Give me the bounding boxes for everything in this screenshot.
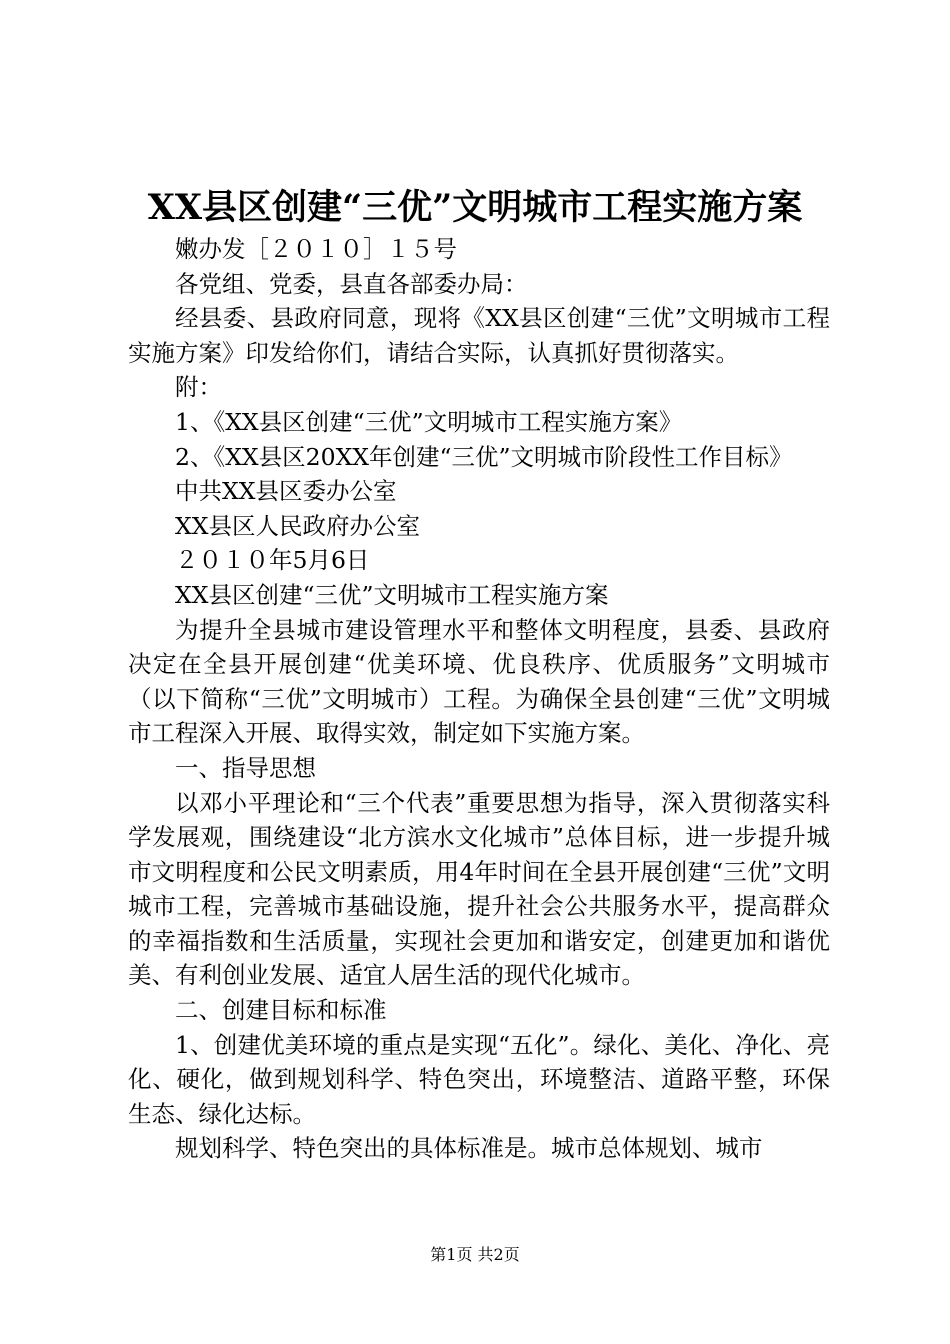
- body-paragraph: 经县委、县政府同意，现将《XX县区创建“三优”文明城市工程实施方案》印发给你们，请结合实际，认真抓好贯彻落实。: [128, 304, 830, 367]
- attachment-item: 2、《XX县区20XX年创建“三优”文明城市阶段性工作目标》: [175, 442, 793, 471]
- section-title: XX县区创建“三优”文明城市工程实施方案: [175, 580, 609, 609]
- section-heading: 二、创建目标和标准: [175, 996, 387, 1025]
- issuer-line: XX县区人民政府办公室: [175, 511, 420, 540]
- body-paragraph: 为提升全县城市建设管理水平和整体文明程度，县委、县政府决定在全县开展创建“优美环境、优良秩序、优质服务”文明城市（以下简称“三优”文明城市）工程。为确保全县创建“三优”文明城市工程深入开展、取得实效，制定如下实施方案。: [128, 615, 830, 748]
- body-paragraph: 1、创建优美环境的重点是实现“五化”。绿化、美化、净化、亮化、硬化，做到规划科学、特色突出，环境整洁、道路平整，环保生态、绿化达标。: [128, 1030, 830, 1128]
- attachment-heading: 附：: [175, 373, 222, 402]
- body-paragraph: 以邓小平理论和“三个代表”重要思想为指导，深入贯彻落实科学发展观，围绕建设“北方滨水文化城市”总体目标，进一步提升城市文明程度和公民文明素质，用4年时间在全县开展创建“三优”文明城市工程，完善城市基础设施，提升社会公共服务水平，提高群众的幸福指数和生活质量，实现社会更加和谐安定，创建更加和谐优美、有利创业发展、适宜人居生活的现代化城市。: [128, 788, 830, 990]
- issue-date: ２０１０年5月6日: [175, 546, 370, 575]
- body-paragraph: 规划科学、特色突出的具体标准是。城市总体规划、城市: [175, 1134, 763, 1163]
- section-heading: 一、指导思想: [175, 753, 316, 782]
- issuer-line: 中共XX县区委办公室: [175, 477, 397, 506]
- page-footer: 第1页 共2页: [430, 1245, 520, 1264]
- document-body: [128, 232, 830, 1166]
- document-title: XX县区创建“三优”文明城市工程实施方案: [147, 187, 803, 228]
- recipient-line: 各党组、党委，县直各部委办局：: [175, 269, 528, 298]
- attachment-item: 1、《XX县区创建“三优”文明城市工程实施方案》: [175, 407, 683, 436]
- document-number: 嫩办发［２０１０］１５号: [175, 235, 457, 263]
